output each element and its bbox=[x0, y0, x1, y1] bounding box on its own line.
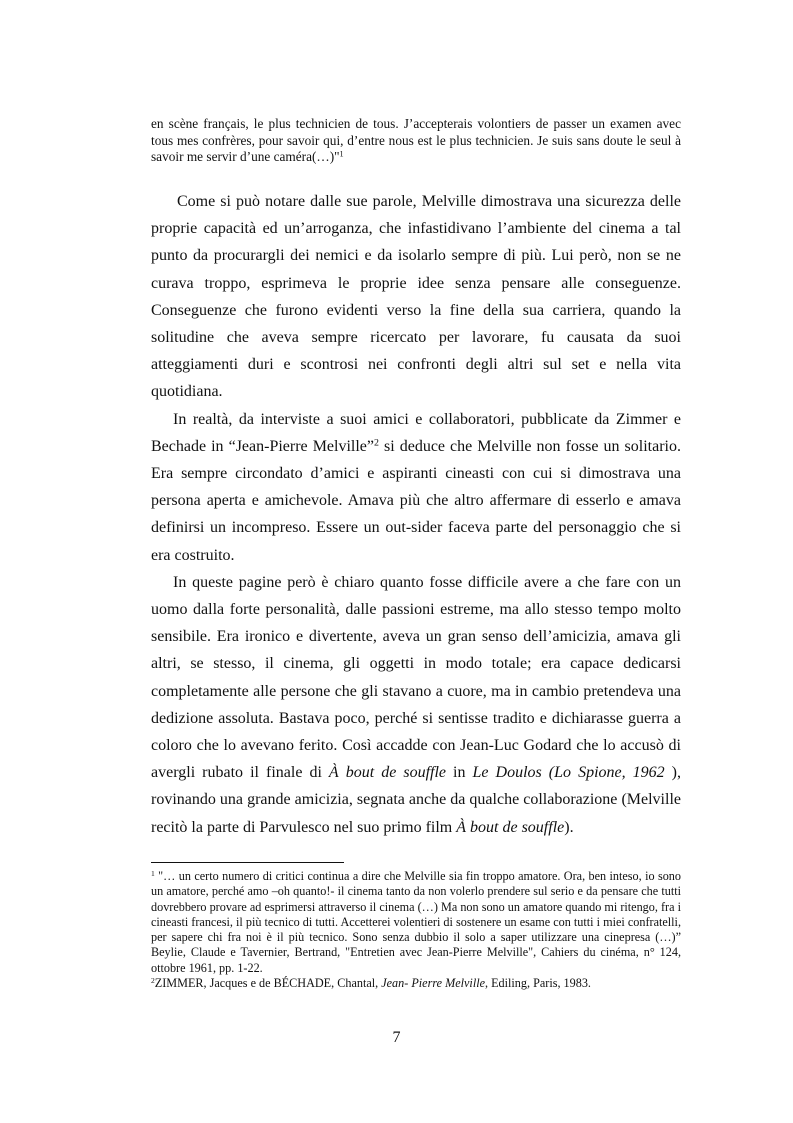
paragraph-2: In realtà, da interviste a suoi amici e collaboratori, pubblicate da Zimmer e Bechade in “Jean-Pierre Melville”$^2$ si deduce che Melville non fosse un solitario. Era sempre circondato d’amici e aspiranti cineasti con cui si dimostrava una persona aperta e amichevole. Amava più che altro affermare di esserlo e amava definirsi un incompreso. Essere un out-sider faceva parte del personaggio che si era costruito. bbox=[151, 410, 681, 564]
footnote-1: $^1$ "… un certo numero di critici continua a dire che Melville sia fin troppo amatore. Ora, ben inteso, io sono un amatore, perché amo –oh quanto!- il cinema tanto da non volerlo prendere sul serio e da pensare che tutti dovrebbero provare ad esprimersi attraverso il cinema (…) Ma non sono un amatore quando mi ritengo, fra i cineasti francesi, il più tecnico di tutti. Accetterei volentieri di sostenere un esame con tutti i miei confratelli, per sapere chi fra noi è il più tecnico. Sono senza dubbio il solo a saper utilizzare una cinepresa (…)” Beylie, Claude e Tavernier, Bertrand, "Entretien avec Jean-Pierre Melville", Cahiers du cinéma, n° 124, ottobre 1961, pp. 1-22. bbox=[151, 868, 681, 975]
paragraph-3: In queste pagine però è chiaro quanto fosse difficile avere a che fare con un uomo dalla forte personalità, dalle passioni estreme, ma allo stesso tempo molto sensibile. Era ironico e divertente, aveva un gran senso dell’amicizia, amava gli altri, se stesso, il cinema, gli oggetti in modo totale; era capace dedicarsi completamente alle persone che gli stavano a cuore, ma in cambio pretendeva una dedizione assoluta. Bastava poco, perché si sentisse tradito e dichiarasse guerra a coloro che lo avevano ferito. Così accadde con Jean-Luc Godard che lo accusò di avergli rubato il finale di À bout de souffle in Le Doulos (Lo Spione, 1962 ), rovinando una grande amicizia, segnata anche da qualche collaborazione (Melville recitò la parte di Parvulesco nel suo primo film À bout de souffle). bbox=[151, 573, 681, 836]
page-number: 7 bbox=[392, 1029, 401, 1046]
footnote-2: $^2$ZIMMER, Jacques e de BÉCHADE, Chantal, Jean- Pierre Melville, Ediling, Paris, 1983. bbox=[151, 975, 591, 991]
footnotes bbox=[151, 869, 681, 991]
film-title: À bout de souffle bbox=[328, 764, 446, 782]
footnote-separator bbox=[151, 862, 344, 863]
main-text bbox=[151, 188, 681, 841]
quote-continuation bbox=[151, 116, 681, 166]
footnote-ref-2[interactable]: 2 bbox=[374, 437, 379, 449]
film-title: À bout de souffle bbox=[456, 818, 565, 836]
film-title: Le Doulos (Lo Spione, 1962 bbox=[472, 764, 665, 782]
quote-text: en scène français, le plus technicien de tous. J’accepterais volontiers de passer un examen avec tous mes confrères, pour savoir qui, d’entre nous est le plus technicien. Je suis sans doute le seul à savoir me servir d’une caméra(…)" bbox=[151, 116, 681, 164]
footnote-ref-1[interactable]: 1 bbox=[339, 149, 344, 159]
paragraph-1: Come si può notare dalle sue parole, Melville dimostrava una sicurezza delle proprie capacità ed un’arroganza, che infastidivano l’ambiente del cinema a tal punto da procurargli dei nemici e da isolarlo sempre di più. Lui però, non se ne curava troppo, esprimeva le proprie idee senza pensare alle conseguenze. Conseguenze che furono evidenti verso la fine della sua carriera, quando la solitudine che aveva sempre ricercato per lavorare, fu causata da suoi atteggiamenti duri e scontrosi nei confronti degli altri sul set e nella vita quotidiana. bbox=[151, 193, 681, 401]
